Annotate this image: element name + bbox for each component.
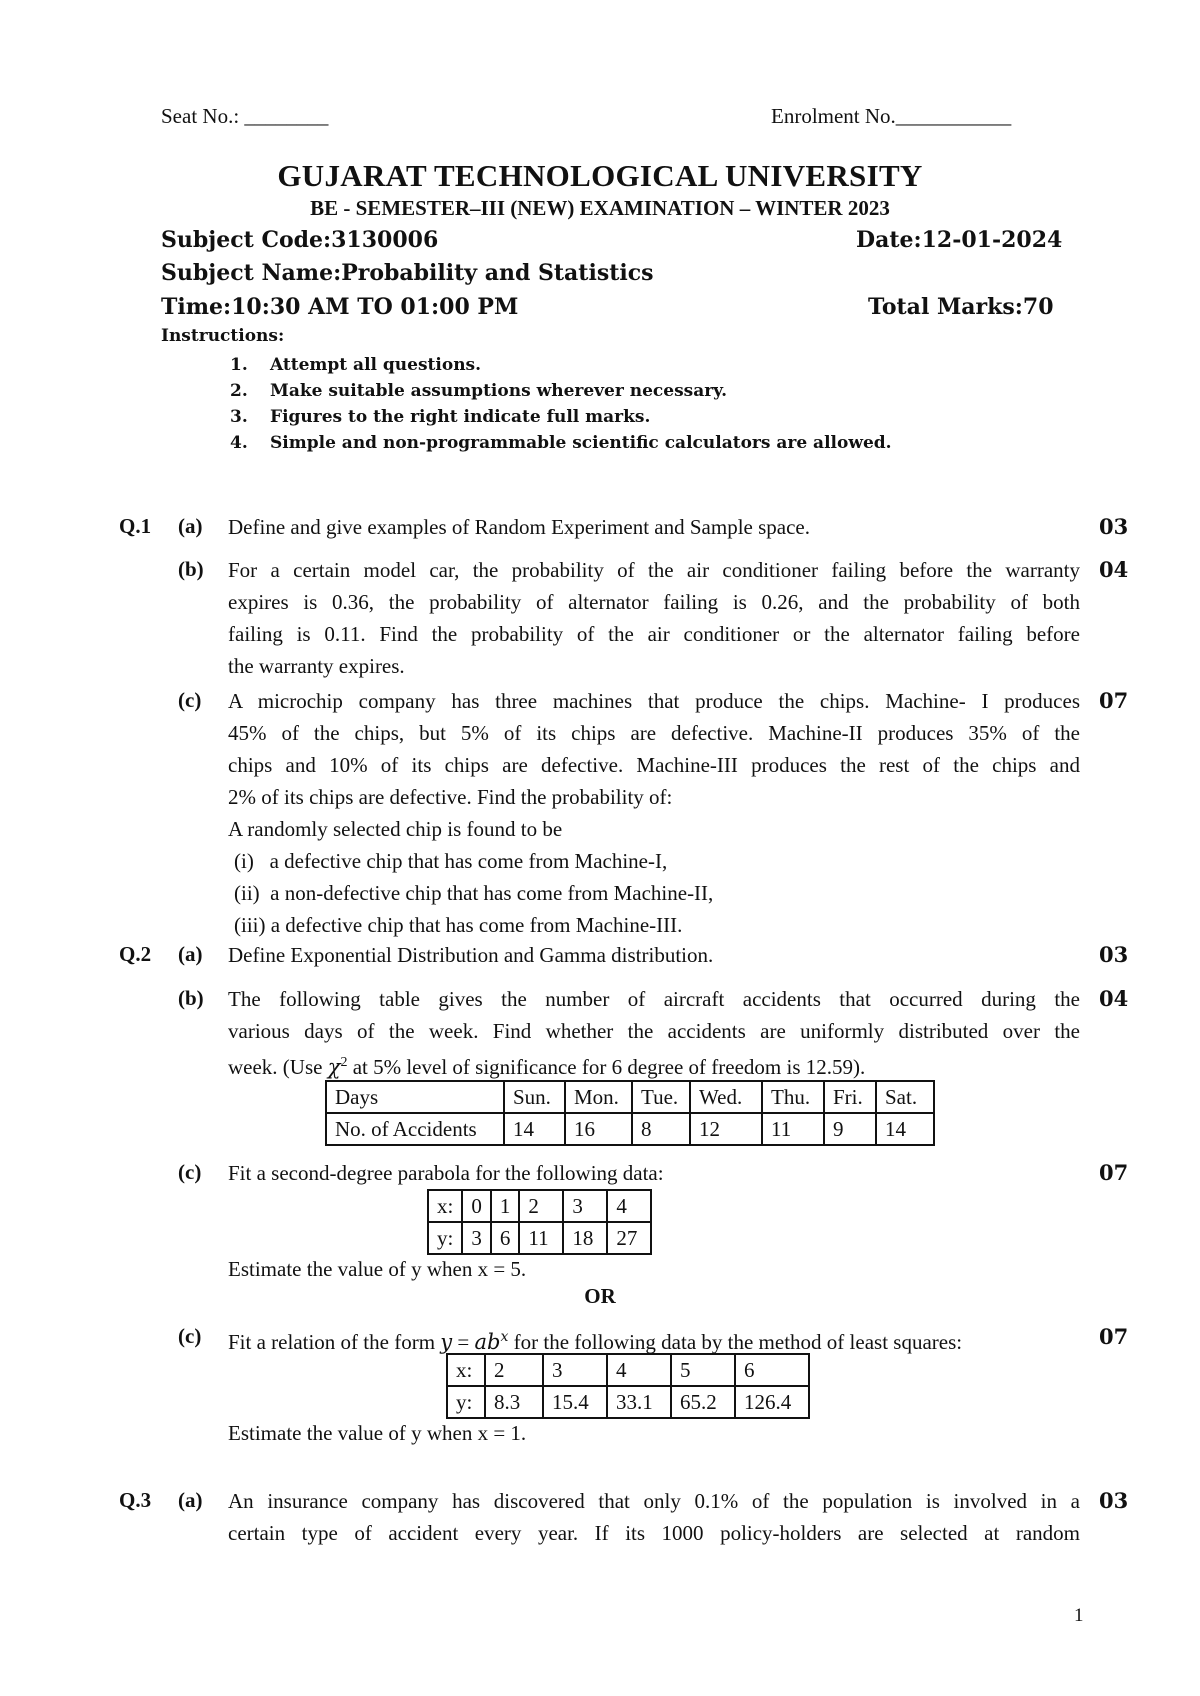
instruction-item: 1. Attempt all questions. [230,355,482,375]
q1-part-b-text: For a certain model car, the probability of the air conditioner failing before the warranty expires is 0.36, the probability of alternator failing is 0.26, and the probability of both failing is 0.11. Find the probability of the air conditioner or the alternator failing before the warranty expires. [228,558,1080,678]
q2-part-b-text: The following table gives the number of aircraft accidents that occurred during the various days of the week. Find whether the accidents are uniformly distributed over the week. (Use $\chi^2$ at 5% level of significance for 6 degree of freedom is 12.59). [228,987,1080,1079]
q3-part-a-label: (a) [178,1488,203,1512]
page-number: 1 [1074,1605,1084,1626]
table-row: No. of Accidents 14 16 8 12 11 9 14 [326,1113,934,1145]
q1-part-c-text: A microchip company has three machines that produce the chips. Machine- I produces 45% of the chips, but 5% of its chips are defective. Machine-II produces 35% of the chips and 10% of its chips are defective. Machine-III produces the rest of the chips and 2% of its chips are defective. Find the probability of: A randomly selected chip is found to be (i) a defective chip that has come from Machine-I, (ii) a non-defective chip that has come from Machine-II, (iii) a defective chip that has come from Machine-III. [228,689,1080,937]
or-separator: OR [584,1284,616,1308]
q2-part-c-alt-label: (c) [178,1324,202,1348]
subject-code: Subject Code:3130006 [161,227,439,253]
table-row: y: 8.3 15.4 33.1 65.2 126.4 [447,1386,809,1418]
q2-part-c-text: Fit a second-degree parabola for the following data: [228,1161,664,1185]
q2-part-b-marks: 04 [1099,986,1129,1011]
instruction-item: 3. Figures to the right indicate full marks. [230,407,651,427]
enrolment-number-label: Enrolment No.___________ [771,104,1012,128]
parabola-data-table [427,1189,652,1255]
q3-part-a-text: An insurance company has discovered that only 0.1% of the population is involved in a certain type of accident every year. If its 1000 policy-holders are selected at random [228,1489,1080,1545]
q1-part-a-text: Define and give examples of Random Experiment and Sample space. [228,515,810,539]
university-title: GUJARAT TECHNOLOGICAL UNIVERSITY [277,158,923,193]
q1-part-a-label: (a) [178,514,203,538]
q3-part-a-marks: 03 [1099,1488,1129,1513]
instruction-item: 2. Make suitable assumptions wherever necessary. [230,381,728,401]
q2-part-c-label: (c) [178,1160,202,1184]
q1-part-c-marks: 07 [1099,688,1129,713]
exam-date: Date:12-01-2024 [856,227,1063,253]
instructions-list [230,352,892,456]
q2-part-a-text: Define Exponential Distribution and Gamma distribution. [228,943,714,967]
instructions-heading: Instructions: [161,326,285,346]
exam-title: BE - SEMESTER–III (NEW) EXAMINATION – WINTER 2023 [310,196,890,220]
q2-part-a-marks: 03 [1099,942,1129,967]
power-fit-data-table [446,1353,810,1419]
q1-part-b-label: (b) [178,557,204,581]
table-row: y: 3 6 11 18 27 [428,1222,651,1254]
total-marks: Total Marks:70 [868,294,1054,320]
q2-part-c-estimate: Estimate the value of y when x = 5. [228,1257,527,1281]
q2-part-c-alt-marks: 07 [1099,1324,1129,1349]
table-row: x: 2 3 4 5 6 [447,1354,809,1386]
accidents-table [325,1080,935,1146]
chi-symbol: χ [327,1055,341,1079]
q1-part-b-marks: 04 [1099,557,1129,582]
exam-time: Time:10:30 AM TO 01:00 PM [161,294,519,320]
question-2-label: Q.2 [119,942,152,966]
seat-number-label: Seat No.: ________ [161,104,329,128]
q1-part-a-marks: 03 [1099,514,1129,539]
instruction-item: 4. Simple and non-programmable scientific calculators are allowed. [230,433,892,453]
q2-part-c-alt-estimate: Estimate the value of y when x = 1. [228,1421,527,1445]
q2-part-c-alt-text: Fit a relation of the form $y = ab^x$ for the following data by the method of least squares: [228,1329,963,1354]
table-row: x: 0 1 2 3 4 [428,1190,651,1222]
q2-part-a-label: (a) [178,942,203,966]
q1-part-c-label: (c) [178,688,202,712]
q2-part-b-label: (b) [178,986,204,1010]
subject-name: Subject Name:Probability and Statistics [161,260,654,286]
table-row: Days Sun. Mon. Tue. Wed. Thu. Fri. Sat. [326,1081,934,1113]
question-3-label: Q.3 [119,1488,152,1512]
q2-part-c-marks: 07 [1099,1160,1129,1185]
question-1-label: Q.1 [119,514,152,538]
